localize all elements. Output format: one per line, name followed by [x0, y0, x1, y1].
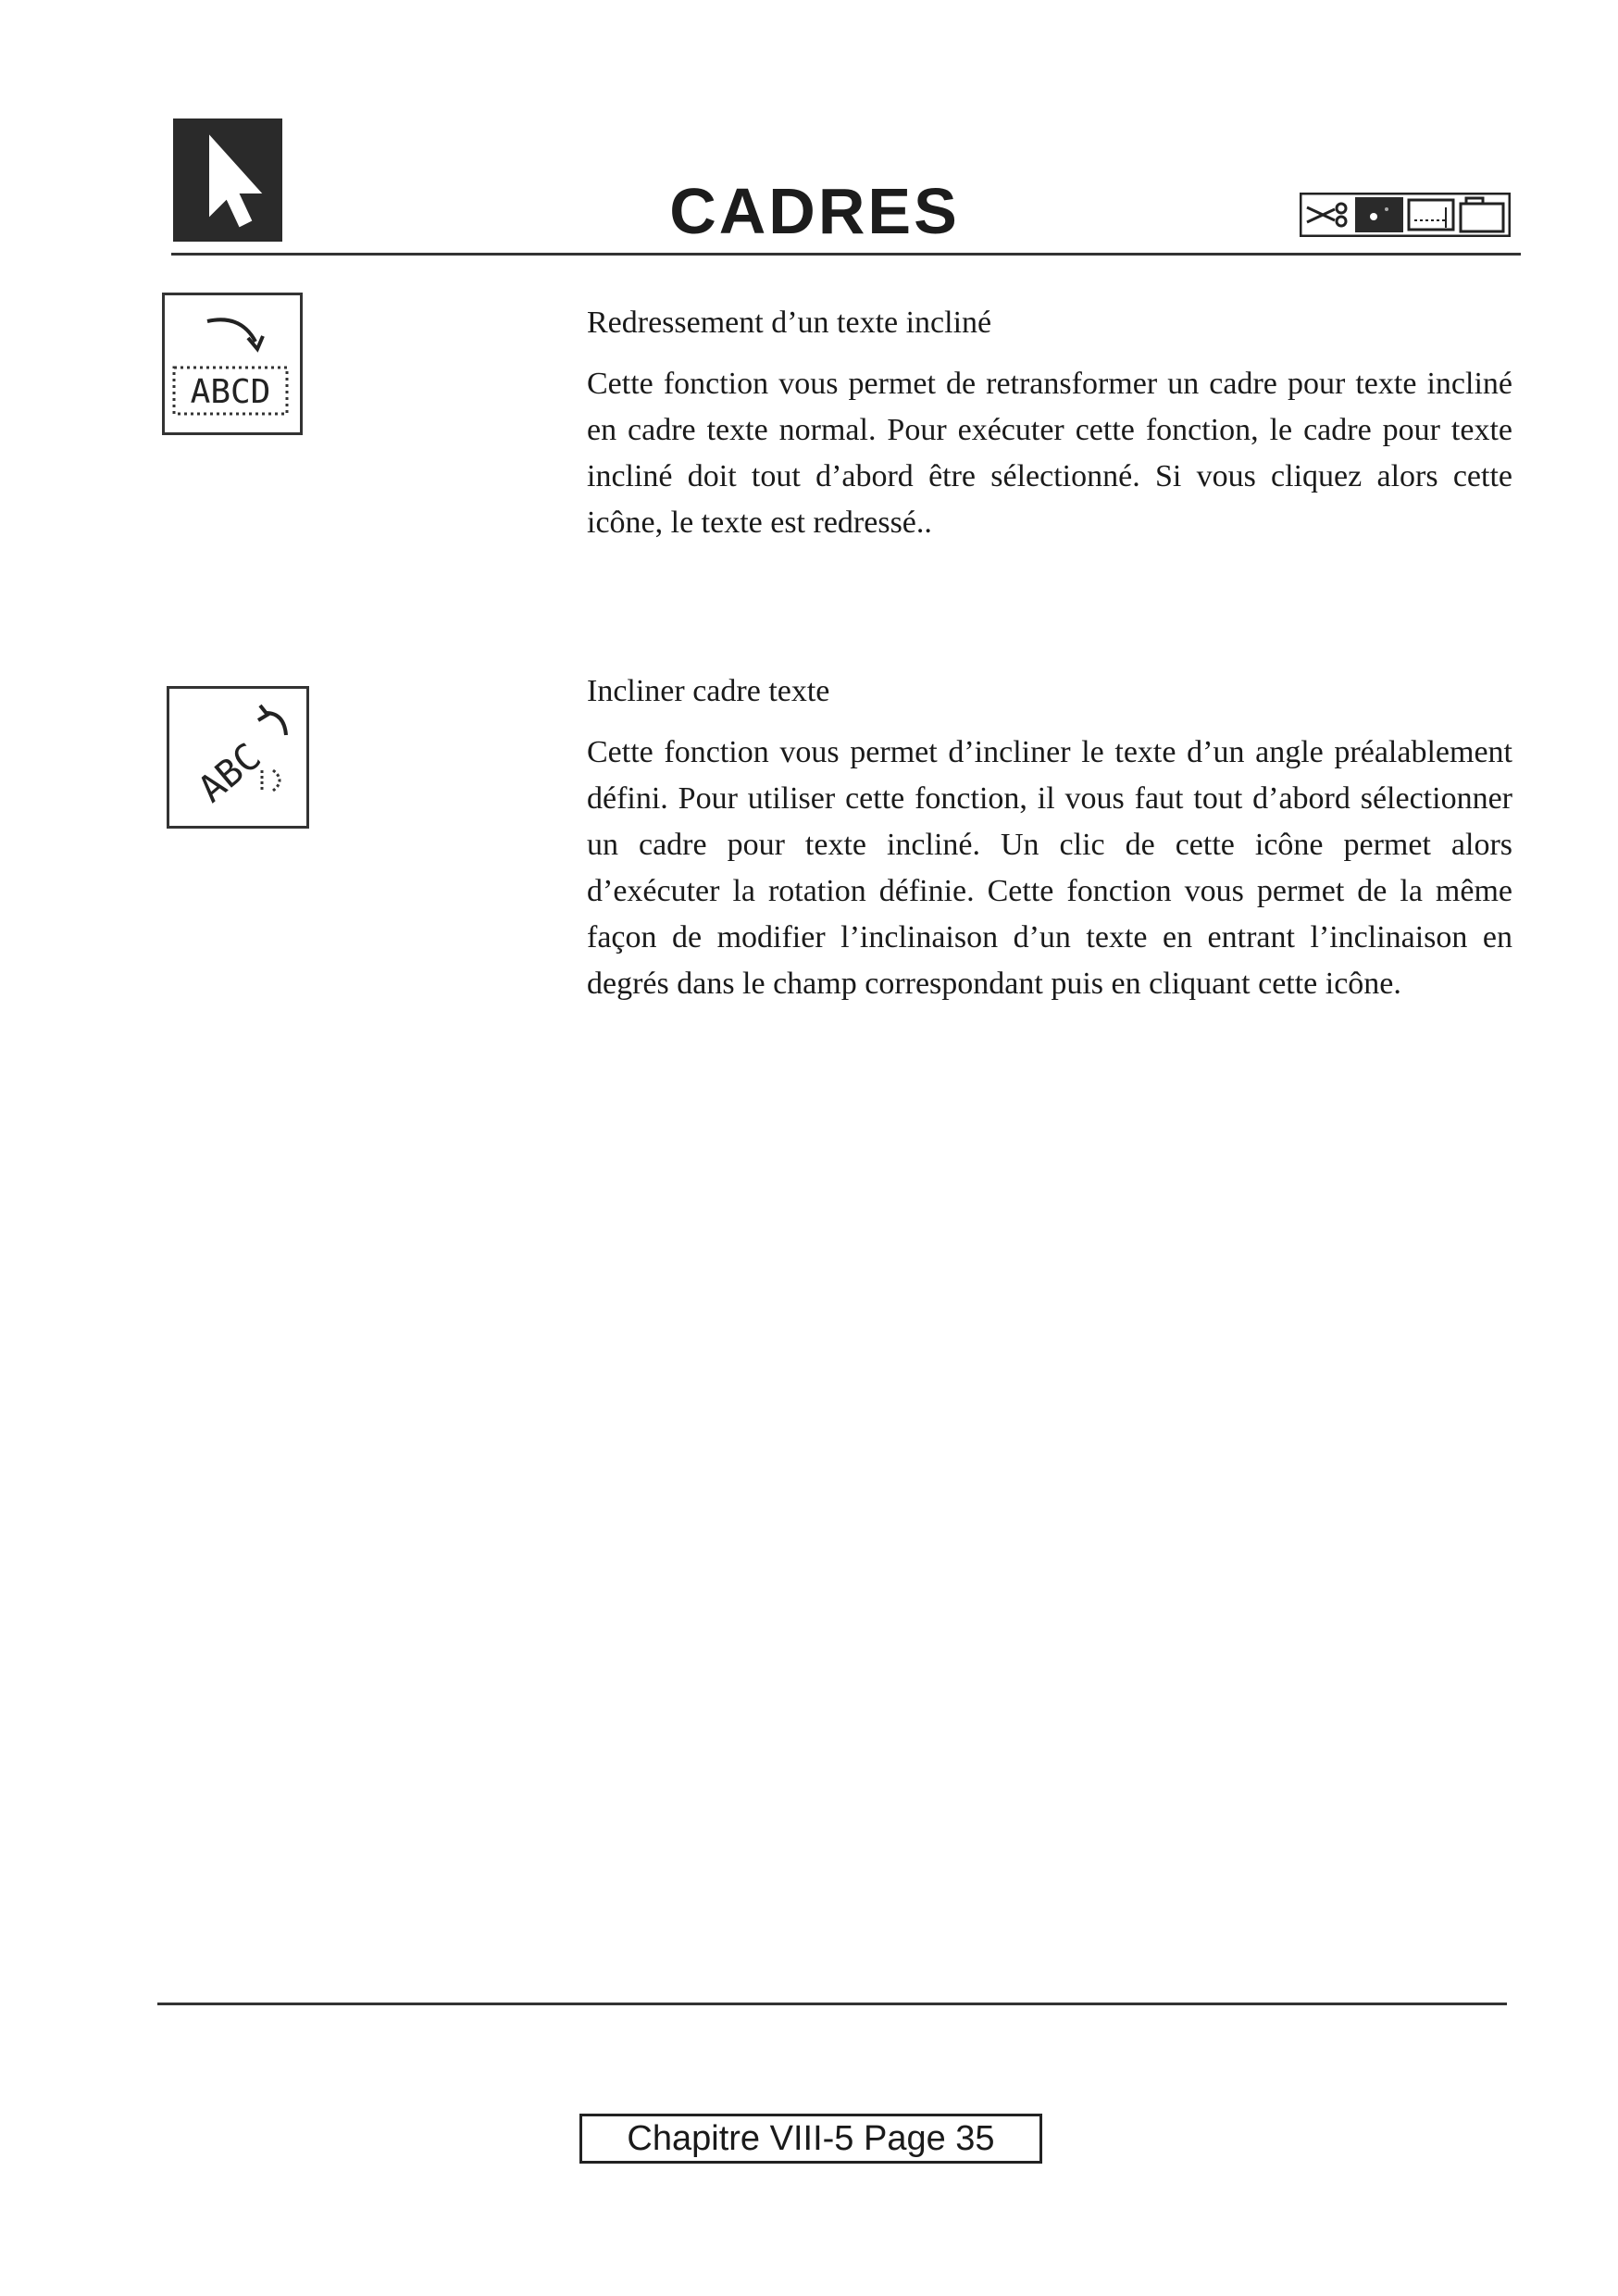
- footer-rule: [157, 2003, 1507, 2005]
- page-title: CADRES: [669, 175, 960, 247]
- header-rule: [171, 253, 1521, 256]
- dark-tile-icon: [1355, 197, 1403, 232]
- section-heading: Incliner cadre texte: [587, 674, 830, 708]
- svg-text:ABCD: ABCD: [190, 373, 271, 411]
- toolbar-strip: [1300, 193, 1511, 237]
- section-heading: Redressement d’un texte incliné: [587, 306, 992, 340]
- svg-text:ABC: ABC: [190, 735, 269, 812]
- straighten-text-icon: [162, 293, 303, 435]
- rotate-text-icon: [167, 686, 309, 829]
- section-body: Cette fonction vous permet d’incliner le texte d’un angle préalablement défini. Pour utiliser cette fonction, il vous faut tout d’abord sélectionner un cadre pour texte incliné. Un clic de cette icône permet alors d’exécuter la rotation définie. Cette fonction vous permet de la même façon de modifier l’inclinaison d’un texte en entrant l’inclinaison en degrés dans le champ correspondant puis en cliquant cette icône.: [587, 735, 1512, 1001]
- arrow-cursor-icon: [173, 119, 282, 242]
- section-body: Cette fonction vous permet de retransformer un cadre pour texte incliné en cadre texte normal. Pour exécuter cette fonction, le cadre pour texte incliné doit tout d’abord être sélectionné. Si vous cliquez alors cette icône, le texte est redressé..: [587, 367, 1512, 540]
- page-footer: Chapitre VIII-5 Page 35: [579, 2114, 1042, 2164]
